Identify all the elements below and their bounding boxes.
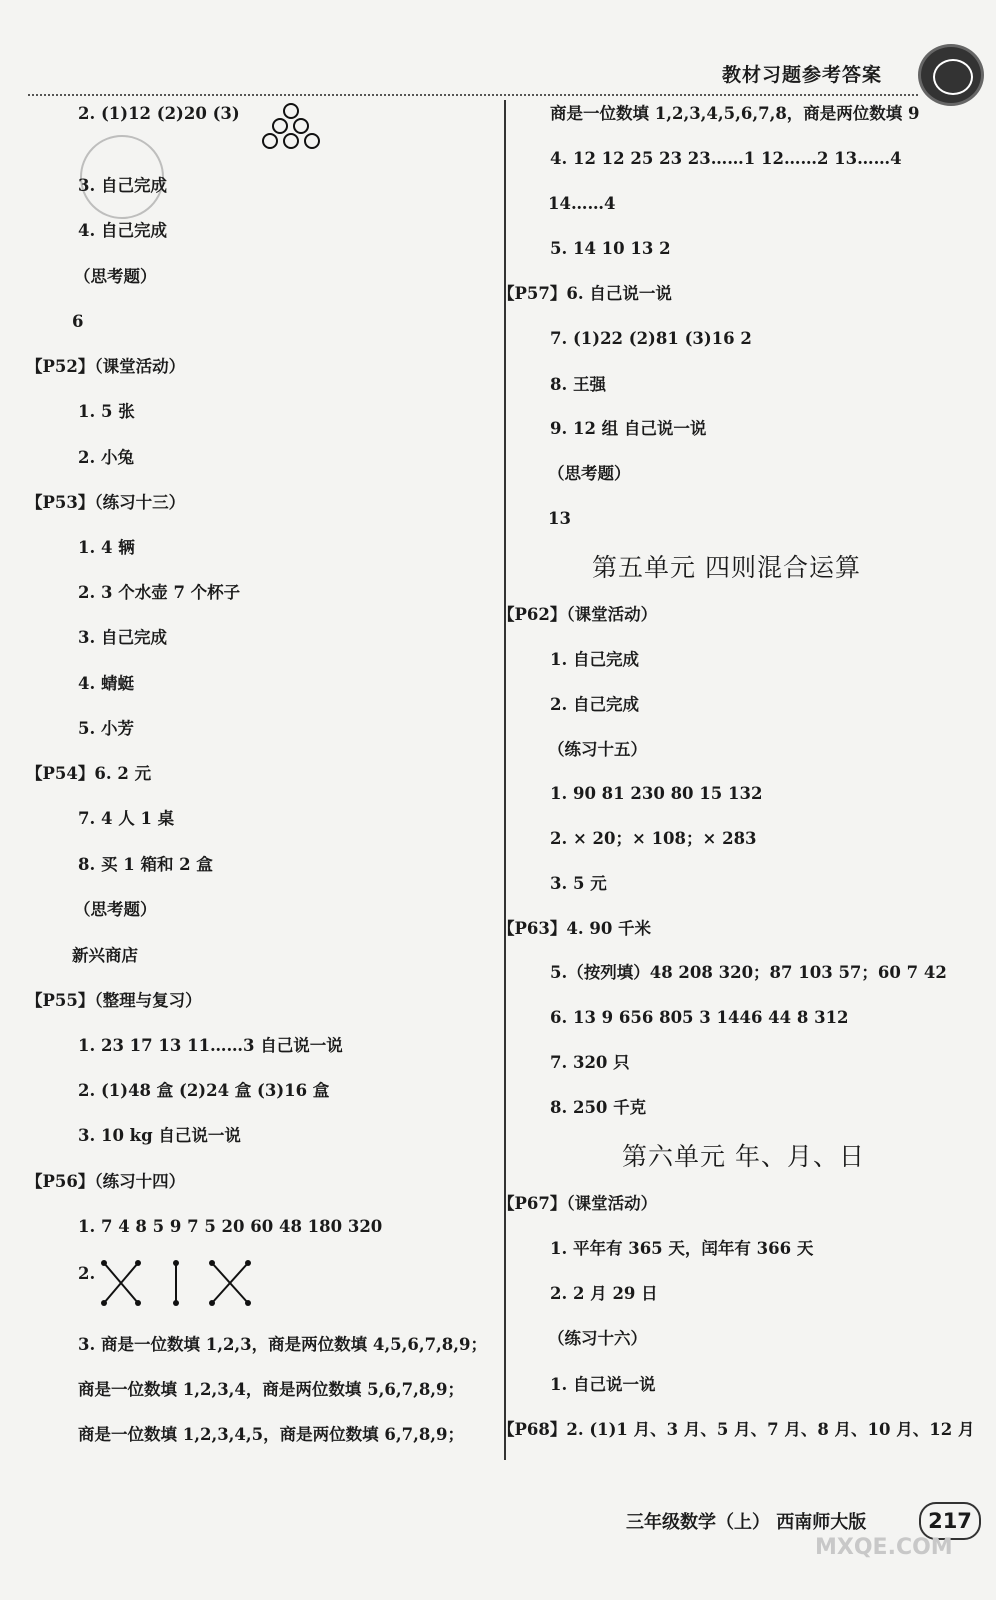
page-number: 217 — [919, 1502, 981, 1540]
answer-line: 4. 12 12 25 23 23……1 12……2 13……4 — [550, 149, 902, 168]
chapter-heading: 第五单元 四则混合运算 — [592, 553, 861, 582]
header-dotted-line — [28, 94, 918, 96]
matching-lines-diagram — [98, 1255, 258, 1315]
watermark-text: MXQE.COM — [815, 1535, 953, 1560]
answer-line: 6 — [72, 312, 84, 331]
answer-line: 3. 商是一位数填 1,2,3，商是两位数填 4,5,6,7,8,9； — [78, 1335, 487, 1354]
answer-line: 1. 90 81 230 80 15 132 — [550, 784, 763, 803]
answer-line: 8. 250 千克 — [550, 1098, 647, 1117]
answer-line: 2. (1)48 盒 (2)24 盒 (3)16 盒 — [78, 1081, 330, 1100]
answer-line: 【P63】4. 90 千米 — [498, 919, 652, 938]
answer-line: 5. 14 10 13 2 — [550, 239, 671, 258]
answer-line: 5. 小芳 — [78, 719, 134, 738]
answer-line: 【P68】2. (1)1 月、3 月、5 月、7 月、8 月、10 月、12 月 — [498, 1420, 975, 1439]
answer-line: 新兴商店 — [72, 946, 138, 965]
answer-line: （练习十五） — [548, 740, 647, 759]
chapter-heading: 第六单元 年、月、日 — [622, 1142, 865, 1171]
answer-line: 【P56】（练习十四） — [26, 1172, 186, 1191]
answer-line: 1. 自己说一说 — [550, 1375, 656, 1394]
answer-line: 1. 自己完成 — [550, 650, 639, 669]
answer-line: 1. 平年有 365 天，闰年有 366 天 — [550, 1239, 814, 1258]
footer-subject: 三年级数学（上） 西南师大版 — [626, 1512, 867, 1533]
answer-line: 13 — [548, 509, 571, 528]
page-header-title: 教材习题参考答案 — [722, 64, 883, 86]
answer-line: 3. 10 kg 自己说一说 — [78, 1126, 241, 1145]
answer-line: 2. 自己完成 — [550, 695, 639, 714]
answer-line: 7. 4 人 1 桌 — [78, 809, 175, 828]
answer-line: 1. 23 17 13 11……3 自己说一说 — [78, 1036, 343, 1055]
answer-line: 【P62】（课堂活动） — [498, 605, 658, 624]
answer-line: （思考题） — [74, 267, 157, 286]
answer-line: 5.（按列填）48 208 320；87 103 57；60 7 42 — [550, 963, 947, 982]
answer-line: 9. 12 组 自己说一说 — [550, 419, 707, 438]
answer-line: （思考题） — [74, 900, 157, 919]
answer-line: 1. 4 辆 — [78, 538, 135, 557]
answer-line: 8. 买 1 箱和 2 盒 — [78, 855, 213, 874]
answer-line: 7. 320 只 — [550, 1053, 630, 1072]
answer-line: 商是一位数填 1,2,3,4,5,6,7,8，商是两位数填 9 — [550, 104, 920, 123]
answer-line: 【P57】6. 自己说一说 — [498, 284, 672, 303]
answer-line: 1. 7 4 8 5 9 7 5 20 60 48 180 320 — [78, 1217, 383, 1236]
answer-line: 3. 5 元 — [550, 874, 607, 893]
answer-line: 【P53】（练习十三） — [26, 493, 186, 512]
answer-line: 【P52】（课堂活动） — [26, 357, 186, 376]
answer-line: 商是一位数填 1,2,3,4，商是两位数填 5,6,7,8,9； — [78, 1380, 465, 1399]
answer-line: 2. 3 个水壶 7 个杯子 — [78, 583, 241, 602]
answer-line: 2. 小兔 — [78, 448, 134, 467]
answer-line: 1. 5 张 — [78, 402, 135, 421]
answer-line: 2. × 20；× 108；× 283 — [550, 829, 757, 848]
answer-line: 【P54】6. 2 元 — [26, 764, 152, 783]
answer-line: （练习十六） — [548, 1329, 647, 1348]
answer-line: 商是一位数填 1,2,3,4,5，商是两位数填 6,7,8,9； — [78, 1425, 465, 1444]
answer-line: 4. 自己完成 — [78, 221, 167, 240]
answer-line: 【P55】（整理与复习） — [26, 991, 202, 1010]
answer-line: 2. — [78, 1264, 96, 1283]
answer-line: 3. 自己完成 — [78, 628, 167, 647]
answer-line: （思考题） — [548, 464, 631, 483]
answer-line: 2. 2 月 29 日 — [550, 1284, 658, 1303]
answer-line: 4. 蜻蜓 — [78, 674, 134, 693]
answer-line: 【P67】（课堂活动） — [498, 1194, 658, 1213]
answer-line: 14……4 — [548, 194, 616, 213]
answer-line: 6. 13 9 656 805 3 1446 44 8 312 — [550, 1008, 849, 1027]
answer-line: 2. (1)12 (2)20 (3) — [78, 104, 240, 123]
answer-line: 7. (1)22 (2)81 (3)16 2 — [550, 329, 752, 348]
answer-line: 8. 王强 — [550, 375, 606, 394]
answer-line: 3. 自己完成 — [78, 176, 167, 195]
book-logo-icon — [918, 44, 984, 106]
